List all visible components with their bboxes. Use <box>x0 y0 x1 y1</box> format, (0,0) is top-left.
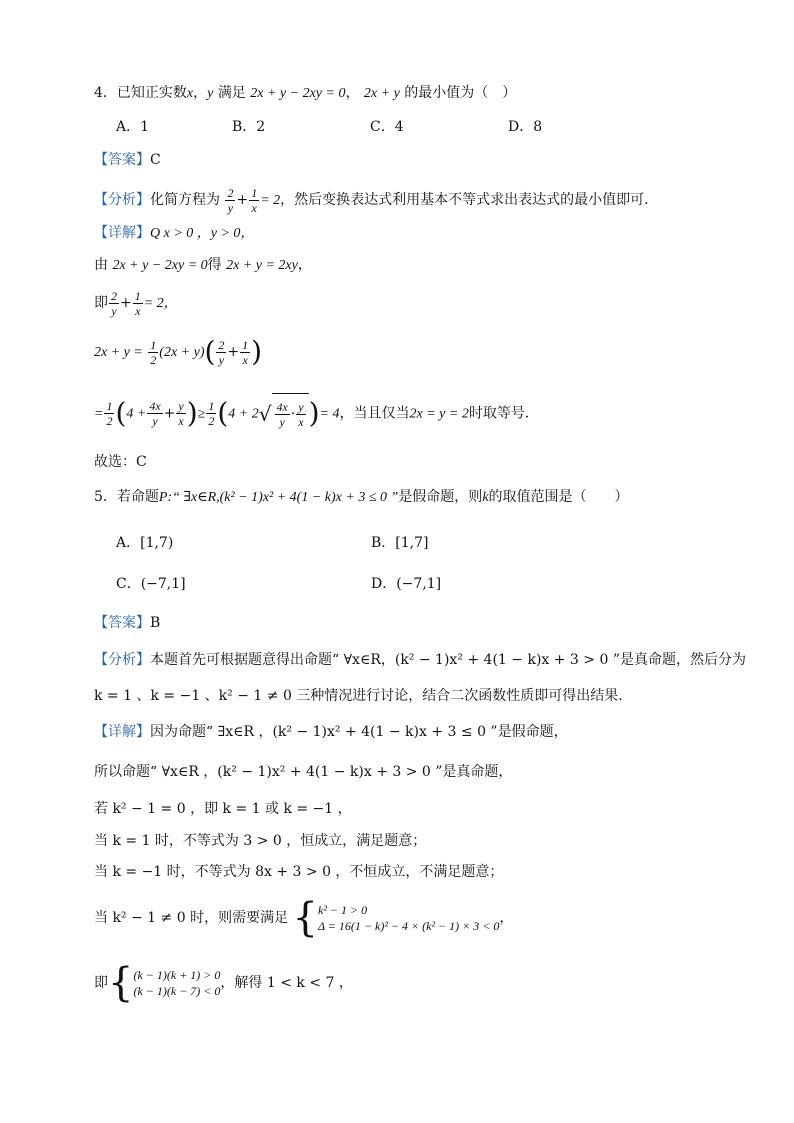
detail-tag: 【详解】 <box>94 724 150 740</box>
q5-detail-2: 所以命题“ ∀x∈R ，(k² − 1)x² + 4(1 − k)x + 3 > 0 ”是真命题， <box>94 764 513 780</box>
q4-line-4: 2x + y = <box>94 345 143 360</box>
q4-detail-line <box>94 223 254 244</box>
q5-detail-4: 当 k = 1 时，不等式为 3 > 0 ，恒成立，满足题意； <box>94 833 427 849</box>
q4-line-2d: 2x + y = 2xy <box>226 258 298 273</box>
q5-option-c: C．(−7,1] <box>116 576 186 592</box>
q4-analysis-b: ，然后变换表达式利用基本不等式求出表达式的最小值即可． <box>280 192 659 208</box>
q5-detail-6a: 当 k² − 1 ≠ 0 时，则需要满足 <box>94 910 289 926</box>
q4-stem-a: 4．已知正实数 <box>94 85 187 101</box>
q5-detail-7-row2: (k − 1)(k − 7) < 0 <box>133 984 221 998</box>
q5-stem-a: 5．若命题 <box>94 489 159 505</box>
q4-stem <box>94 83 516 104</box>
q4-option-d: D．8 <box>508 119 543 135</box>
fraction-half: $\frac{1}{2}$ <box>150 337 157 367</box>
q5-analysis-1: 本题首先可根据题意得出命题“ ∀x∈R，(k² − 1)x² + 4(1 − k)x + 3 > 0 ”是真命题，然后分为 <box>150 652 746 668</box>
q4-line-5: = $\frac{1}{2}$ (4 + $\frac{4x}{y}$ + $\frac{y}{x}$ )≥ $\frac{1}{2}$ (4 + 2 √ $\frac{4x}{y}$ · $\frac{y}{x}$ )= 4，当且仅当2x = y = 2时取等号． <box>94 393 539 435</box>
fraction-1-over-x: $\frac{1}{x}$ <box>251 185 258 215</box>
q5-detail-6-row1: k² − 1 > 0 <box>317 903 368 917</box>
q5-analysis-line <box>94 650 746 670</box>
q5-detail-1: 因为命题“ ∃x∈R ，(k² − 1)x² + 4(1 − k)x + 3 ≤ 0 ”是假命题， <box>150 724 568 740</box>
answer-tag: 【答案】 <box>94 152 150 168</box>
q4-condition: 2x + y − 2xy = 0 <box>250 86 346 101</box>
q4-line-3: 即 $\frac{2}{y}$ + $\frac{1}{x}$ = 2， <box>94 288 178 318</box>
system-of-inequalities: { k² − 1 > 0 Δ = 16(1 − k)² − 4 × (k² − 1) × 3 < 0 <box>292 895 500 941</box>
q5-detail-6-row2: Δ = 16(1 − k)² − 4 × (k² − 1) × 3 < 0 <box>317 919 500 933</box>
q4-analysis-a: 化简方程为 <box>150 192 220 208</box>
q4-line-5-end: 时取等号． <box>468 405 539 422</box>
q5-answer-line <box>94 613 160 633</box>
q5-detail-7a: 即 <box>94 975 108 991</box>
q5-detail-3: 若 k² − 1 = 0 ，即 k = 1 或 k = −1 ， <box>94 801 352 817</box>
q4-line-2e: ， <box>297 257 312 273</box>
q5-detail-7b: ，解得 1 < k < 7 ， <box>220 975 353 991</box>
analysis-tag: 【分析】 <box>94 652 150 668</box>
q4-line-3b: = 2， <box>143 296 178 311</box>
q4-analysis-line: 【分析】化简方程为 $\frac{2}{y}$ + $\frac{1}{x}$ = 2，然后变换表达式利用基本不等式求出表达式的最小值即可． <box>94 185 659 215</box>
q5-detail-6 <box>94 895 514 941</box>
q4-line-2b: 2x + y − 2xy = 0 <box>112 258 208 273</box>
fraction-2-over-y: $\frac{2}{y}$ <box>218 337 225 367</box>
q5-detail-7-row1: (k − 1)(k + 1) > 0 <box>133 968 221 982</box>
q4-line-2 <box>94 255 312 276</box>
q5-var-k: k <box>482 490 489 505</box>
fraction-half: $\frac{1}{2}$ <box>208 399 215 428</box>
q4-option-a: A．1 <box>116 119 150 135</box>
system-of-inequalities: { (k − 1)(k + 1) > 0 (k − 1)(k − 7) < 0 <box>108 960 221 1006</box>
q4-option-b: B．2 <box>232 119 266 135</box>
q4-line-2c: 得 <box>207 257 222 273</box>
q5-answer: B <box>150 615 161 631</box>
q5-option-b: B．[1,7] <box>371 535 429 551</box>
q4-line-3a: 即 <box>94 295 108 311</box>
q5-detail-line <box>94 722 568 742</box>
q4-answer-line <box>94 150 161 170</box>
q4-var-y: y <box>207 86 214 101</box>
fraction-half: $\frac{1}{2}$ <box>106 399 113 428</box>
q5-option-a: A．[1,7) <box>116 535 174 551</box>
fraction-1-over-x: $\frac{1}{x}$ <box>242 337 249 367</box>
square-root: √ $\frac{4x}{y}$ · $\frac{y}{x}$ <box>259 393 309 434</box>
detail-tag: 【详解】 <box>94 225 150 241</box>
analysis-tag: 【分析】 <box>94 192 150 208</box>
q4-line-5-cond: 2x = y = 2 <box>409 406 469 422</box>
q4-detail-1: Q x > 0 ，y > 0， <box>150 226 255 241</box>
fraction-y-over-x: $\frac{y}{x}$ <box>178 399 184 428</box>
q5-detail-7 <box>94 960 353 1006</box>
q5-stem-c: 的取值范围是（ ） <box>488 489 629 505</box>
q5-detail-5: 当 k = −1 时，不等式为 8x + 3 > 0 ，不恒成立，不满足题意； <box>94 864 504 880</box>
fraction-2-over-y: $\frac{2}{y}$ <box>227 185 234 215</box>
q4-stem-d: 的最小值为（ ） <box>404 85 517 101</box>
q4-sep1: ， <box>193 85 208 101</box>
q5-detail-6b: ， <box>499 910 514 926</box>
q5-analysis-line-2: k = 1 、k = −1 、k² − 1 ≠ 0 三种情况进行讨论，结合二次函数性质即可得出结果. <box>94 688 623 704</box>
q4-line-5-note: ，当且仅当 <box>339 405 410 422</box>
q4-stem-b: 满足 <box>217 85 246 101</box>
fraction-1-over-x: $\frac{1}{x}$ <box>134 288 141 318</box>
q4-line-4: 2x + y = $\frac{1}{2}$ (2x + y)( $\frac{2}{y}$ + $\frac{1}{x}$ ) <box>94 335 263 368</box>
q5-proposition: P:“ ∃x∈R,(k² − 1)x² + 4(1 − k)x + 3 ≤ 0 ” <box>158 490 399 505</box>
answer-tag: 【答案】 <box>94 615 150 631</box>
q5-option-d: D．(−7,1] <box>371 576 442 592</box>
q4-var-x: x <box>186 86 194 101</box>
q4-option-c: C．4 <box>370 119 404 135</box>
q4-conclusion: 故选：C <box>94 454 147 470</box>
q4-line-5-tail: = 4 <box>319 406 340 422</box>
q5-stem-b: 是假命题，则 <box>398 489 483 505</box>
q4-answer: C <box>150 152 161 168</box>
fraction-2-over-y: $\frac{2}{y}$ <box>111 288 117 318</box>
q4-stem-c: ， <box>345 85 360 101</box>
fraction-4x-over-y: $\frac{4x}{y}$ <box>149 399 161 428</box>
q4-expr: 2x + y <box>363 86 400 101</box>
q4-line-2a: 由 <box>94 257 108 273</box>
q5-stem <box>94 487 629 508</box>
